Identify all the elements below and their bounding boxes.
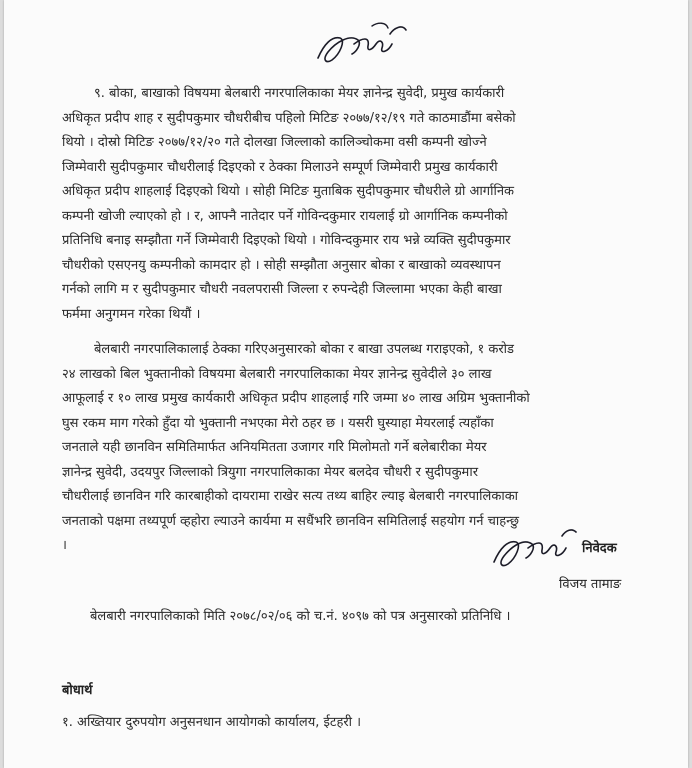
- paragraph-line: जनताको पक्षमा तथ्यपूर्ण व्हहोरा ल्याउने कार्यमा म सधैंभरि छानविन समितिलाई सहयोग गर्न चाहन्छु: [62, 513, 519, 529]
- paragraph-line: प्रतिनिधि बनाइ सम्झौता गर्ने जिम्मेवारी दिइएको थियो । गोविन्दकुमार राय भन्ने व्यक्ति सुदीपकुमार: [62, 233, 511, 248]
- paragraph-line: घुस रकम माग गरेको हुँदा यो भुक्तानी नभएका मेरो ठहर छ । यसरी घुस्याहा मेयरलाई त्यहाँका: [62, 415, 494, 431]
- cc-heading: बोधार्थ: [62, 683, 93, 698]
- paragraph-line: चौधरीलाई छानविन गरि कारबाहीको दायरामा राखेर सत्य तथ्य बाहिर ल्याइ बेलबारी नगरपालिकाका: [62, 489, 519, 504]
- document-page: [4, 0, 688, 768]
- paragraph-line: ।: [62, 538, 67, 553]
- paragraph-1: [62, 82, 642, 327]
- paragraph-line: फर्ममा अनुगमन गरेका थियौं ।: [62, 306, 201, 322]
- signer-name: विजय तामाङ: [559, 577, 622, 592]
- paragraph-line: गर्नको लागि म र सुदीपकुमार चौधरी नवलपरासी जिल्ला र रुपन्देही जिल्लामा भएका केही बाखा: [62, 282, 502, 297]
- paragraph-line: अधिकृत प्रदीप शाहलाई दिइएको थियो । सोही मिटिङ मुताबिक सुदीपकुमार चौधरीले ग्रो आर्गानिक: [62, 184, 515, 199]
- paragraph-line: २४ लाखको बिल भुक्तानीको विषयमा बेलबारी नगरपालिकाका मेयर ज्ञानेन्द्र सुवेदीले ३० लाख: [62, 366, 492, 382]
- paragraph-line: जिम्मेवारी सुदीपकुमार चौधरीलाई दिइएको र ठेक्का मिलाउने सम्पूर्ण जिम्मेवारी प्रमुख कार्यकारी: [62, 159, 498, 175]
- signer-role: निवेदक: [582, 541, 617, 556]
- paragraph-line: ज्ञानेन्द्र सुवेदी, उदयपुर जिल्लाको त्रियुगा नगरपालिकाका मेयर बलदेव चौधरी र सुदीपकुमार: [62, 464, 479, 480]
- paragraph-line: थियो । दोस्रो मिटिङ २०७७/१२/२० गते दोलखा जिल्लाको कालिञ्चोकमा वसी कम्पनी खोज्ने: [62, 135, 487, 150]
- paragraph-line: चौधरीको एसएनयु कम्पनीको कामदार हो । सोही सम्झौता अनुसार बोका र बाखाको व्यवस्थापन: [62, 257, 501, 273]
- paragraph-line: ९. बोका, बाखाको विषयमा बेलबारी नगरपालिकाका मेयर ज्ञानेन्द्र सुवेदी, प्रमुख कार्यकारी: [94, 86, 505, 101]
- cc-item: १. अख्तियार दुरुपयोग अनुसनधान आयोगको कार्यालय, ईटहरी ।: [62, 715, 362, 730]
- paragraph-line: कम्पनी खोजी ल्याएको हो । र, आफ्नै नातेदार पर्ने गोविन्दकुमार रायलाई ग्रो आर्गानिक कम्पनीको: [62, 208, 508, 224]
- paragraph-line: बेलबारी नगरपालिकालाई ठेक्का गरिएअनुसारको बोका र बाखा उपलब्ध गराइएको, १ करोड: [94, 342, 514, 357]
- copy-note: बेलबारी नगरपालिकाको मिति २०७८/०२/०६ को च.नं. ४०९७ को पत्र अनुसारको प्रतिनिधि ।: [90, 609, 511, 624]
- paragraph-line: अधिकृत प्रदीप शाह र सुदीपकुमार चौधरीबीच पहिलो मिटिङ २०७७/१२/१९ गते काठमाडौंमा बसेको: [62, 110, 516, 126]
- paragraph-line: जनताले यही छानविन समितिमार्फत अनियमितता उजागर गरि मिलोमतो गर्ने बलेबारीका मेयर: [62, 440, 487, 455]
- signature-top: [310, 14, 420, 76]
- paragraph-line: आफूलाई र १० लाख प्रमुख कार्यकारी अधिकृत प्रदीप शाहलाई गरि जम्मा ४० लाख अग्रिम भुक्तानीको: [62, 391, 530, 406]
- signature-bottom: [488, 518, 580, 576]
